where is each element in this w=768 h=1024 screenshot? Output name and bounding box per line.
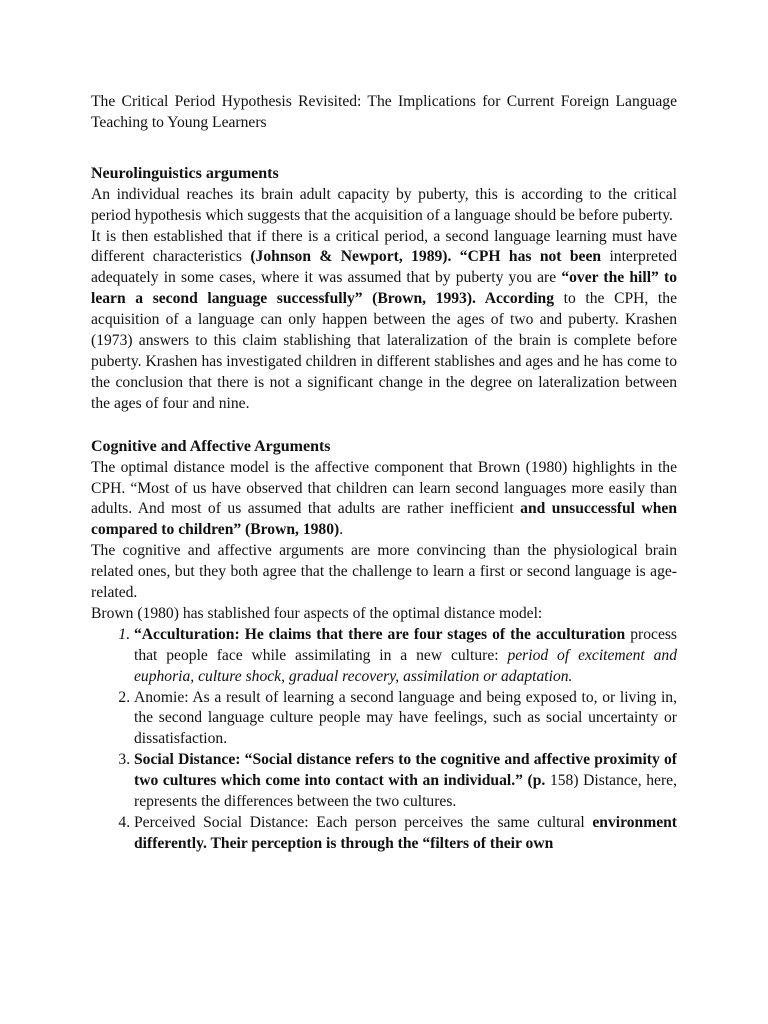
quote-bold: “CPH has not been [459, 248, 602, 266]
text-span [451, 248, 459, 265]
list-item [134, 750, 677, 813]
text-span: interpreted adequately in some cases, where it was assumed that by puberty you are [91, 248, 678, 287]
list-item [134, 813, 677, 855]
item-bold: “Acculturation: He claims that there are four stages of the acculturation [134, 625, 626, 643]
paragraph-neuro-2 [91, 227, 677, 415]
text-span: 158) Distance, here, represents the differences between the two cultures. [134, 772, 677, 811]
paragraph-cognitive-2: The cognitive and affective arguments are more convincing than the physiological brain related ones, but they both agree that the challenge to learn a first or second language is age-related. [91, 542, 677, 602]
text-span: to the CPH, the acquisition of a language can only happen between the ages of two and puberty. Krashen (1973) answers to this claim stablishing that lateralization of the brain is complete before puberty. Krashen has investigated children in different stablishes and ages and he has come to the conclusion that there is not a significant change in the degree on lateralization between the ages of four and nine. [91, 290, 677, 412]
text-span: Perceived Social Distance: Each person perceives the same cultural [134, 814, 593, 831]
quote-bold: “over the hill” to learn a second language successfully” (Brown, 1993). According [91, 269, 678, 308]
item-bold: environment differently. Their perception is through the “filters of their own [134, 814, 677, 852]
item-italic: period of excitement and euphoria, culture shock, gradual recovery, assimilation or adaptation. [134, 646, 677, 685]
paragraph-cognitive-1 [91, 458, 677, 542]
text-span: It is then established that if there is a critical period, a second language learning must have different characteristics [91, 227, 677, 266]
list-item [134, 625, 677, 688]
quote-bold: and unsuccessful when compared to children” (Brown, 1980) [91, 500, 677, 539]
section-heading-neurolinguistics: Neurolinguistics arguments [91, 164, 279, 182]
text-span: The optimal distance model is the affective component that Brown (1980) highlights in the CPH. “Most of us have observed that children can learn second languages more easily than adults. And most of us assumed that adults are rather inefficient [91, 458, 677, 518]
optimal-distance-list [91, 625, 677, 855]
text-span: . [339, 521, 344, 539]
section-heading-cognitive: Cognitive and Affective Arguments [91, 437, 331, 455]
text-span: process that people face while assimilating in a new culture: [134, 625, 678, 664]
text-span: Anomie: As a result of learning a second language and being exposed to, or living in, the second language culture people may have feelings, such as social uncertainty or dissatisfaction. [134, 688, 677, 748]
document-page [91, 92, 677, 855]
item-bold: Social Distance: “Social distance refers to the cognitive and affective proximity of two cultures which come into contact with an individual.” (p. [134, 751, 677, 790]
list-item [134, 688, 677, 751]
document-title: The Critical Period Hypothesis Revisited: The Implications for Current Foreign Language Teaching to Young Learners [91, 93, 677, 131]
citation-johnson-newport: (Johnson & Newport, 1989). [250, 248, 452, 266]
paragraph-cognitive-3: Brown (1980) has stablished four aspects of the optimal distance model: [91, 604, 543, 622]
paragraph-neuro-1: An individual reaches its brain adult capacity by puberty, this is according to the critical period hypothesis which suggests that the acquisition of a language should be before puberty. [91, 185, 677, 224]
